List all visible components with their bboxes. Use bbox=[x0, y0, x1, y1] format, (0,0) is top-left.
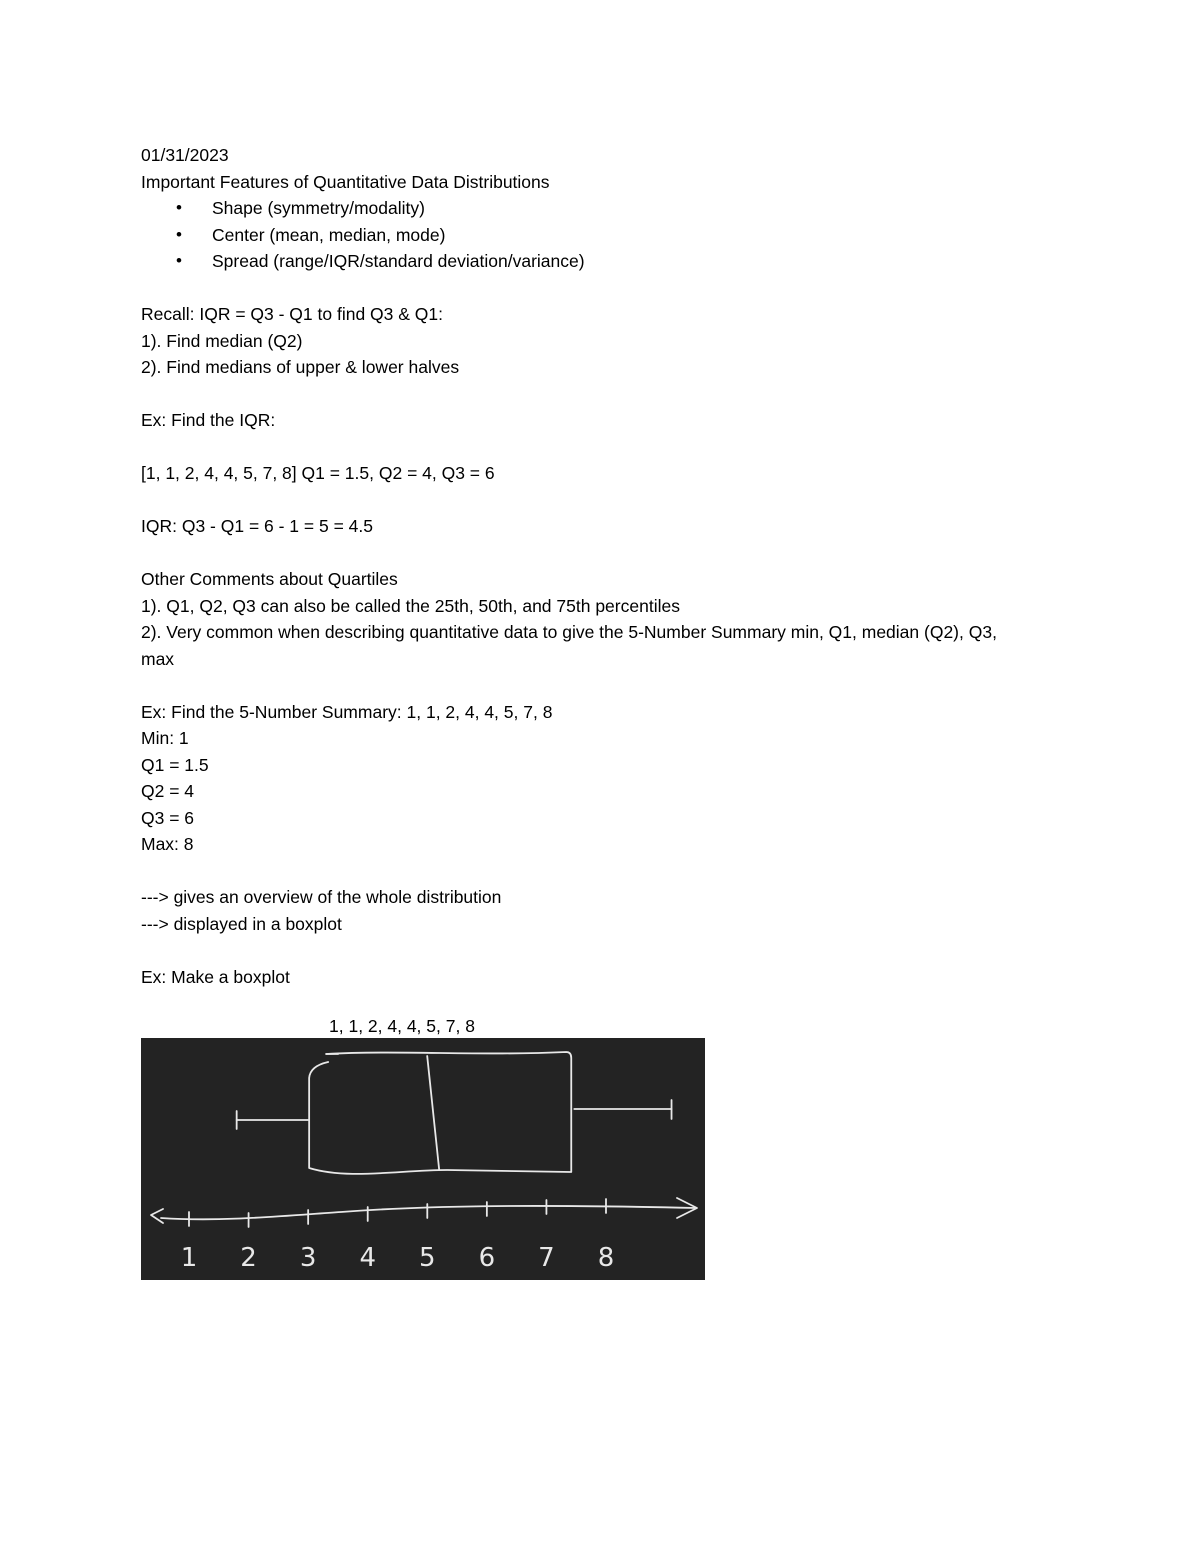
axis-tick-label: 7 bbox=[538, 1243, 555, 1273]
quartile-comment-2: 2). Very common when describing quantitative data to give the 5-Number Summary min, Q1, median (Q2), Q3, max bbox=[141, 622, 997, 669]
spacer bbox=[141, 381, 1041, 408]
boxplot-prompt: Ex: Make a boxplot bbox=[141, 966, 290, 987]
boxplot-svg bbox=[141, 1038, 705, 1280]
boxplot-median-line bbox=[427, 1056, 439, 1170]
bullet-icon: • bbox=[176, 198, 182, 217]
axis-tick-label: 1 bbox=[180, 1243, 198, 1273]
notes-document bbox=[141, 142, 1041, 990]
summary-q2: Q2 = 4 bbox=[141, 781, 195, 801]
iqr-data-line: [1, 1, 2, 4, 4, 5, 7, 8] Q1 = 1.5, Q2 = 4, Q3 = 6 bbox=[141, 463, 495, 483]
quartile-comment-1: 1). Q1, Q2, Q3 can also be called the 25th, 50th, and 75th percentiles bbox=[141, 595, 680, 616]
recall-step-1: 1). Find median (Q2) bbox=[141, 330, 303, 351]
spacer bbox=[141, 540, 1041, 567]
date-line: 01/31/2023 bbox=[141, 145, 229, 165]
boxplot-box bbox=[309, 1052, 571, 1174]
note-boxplot: ---> displayed in a boxplot bbox=[141, 913, 342, 934]
boxplot-data-caption: 1, 1, 2, 4, 4, 5, 7, 8 bbox=[329, 1016, 475, 1036]
spacer bbox=[141, 937, 1041, 964]
summary-q3: Q3 = 6 bbox=[141, 807, 195, 828]
boxplot-drawing bbox=[141, 1038, 705, 1280]
iqr-result-line: IQR: Q3 - Q1 = 6 - 1 = 5 = 4.5 bbox=[141, 516, 373, 536]
recall-line: Recall: IQR = Q3 - Q1 to find Q3 & Q1: bbox=[141, 304, 443, 324]
features-heading: Important Features of Quantitative Data Distributions bbox=[141, 171, 550, 192]
feature-item-center bbox=[141, 222, 1041, 249]
iqr-example-prompt: Ex: Find the IQR: bbox=[141, 410, 276, 430]
five-number-prompt: Ex: Find the 5-Number Summary: 1, 1, 2, 4, 4, 5, 7, 8 bbox=[141, 701, 553, 722]
spacer bbox=[141, 487, 1041, 514]
spacer bbox=[141, 858, 1041, 885]
axis-tick-label: 5 bbox=[419, 1243, 436, 1273]
axis-left-arrow-icon bbox=[151, 1209, 163, 1223]
spacer bbox=[141, 434, 1041, 461]
feature-text: Shape (symmetry/modality) bbox=[212, 198, 425, 218]
bullet-icon: • bbox=[176, 224, 182, 244]
feature-item-shape bbox=[141, 195, 1041, 222]
features-list bbox=[141, 195, 1041, 275]
feature-text: Center (mean, median, mode) bbox=[212, 224, 446, 245]
feature-item-spread bbox=[141, 248, 1041, 275]
recall-step-2: 2). Find medians of upper & lower halves bbox=[141, 357, 460, 377]
spacer bbox=[141, 275, 1041, 302]
axis-tick-label: 3 bbox=[299, 1243, 317, 1273]
spacer bbox=[141, 672, 1041, 699]
axis-line bbox=[161, 1206, 696, 1219]
axis-tick-label: 8 bbox=[597, 1243, 615, 1273]
quartile-comments-heading: Other Comments about Quartiles bbox=[141, 569, 398, 589]
axis-tick-label: 6 bbox=[478, 1243, 496, 1273]
axis-tick-label: 2 bbox=[240, 1243, 257, 1273]
feature-text: Spread (range/IQR/standard deviation/variance) bbox=[212, 251, 585, 271]
axis-tick-label: 4 bbox=[359, 1243, 376, 1273]
bullet-icon: • bbox=[176, 251, 182, 270]
summary-q1: Q1 = 1.5 bbox=[141, 754, 209, 775]
summary-max: Max: 8 bbox=[141, 834, 194, 854]
summary-min: Min: 1 bbox=[141, 728, 189, 748]
note-overview: ---> gives an overview of the whole distribution bbox=[141, 887, 502, 907]
